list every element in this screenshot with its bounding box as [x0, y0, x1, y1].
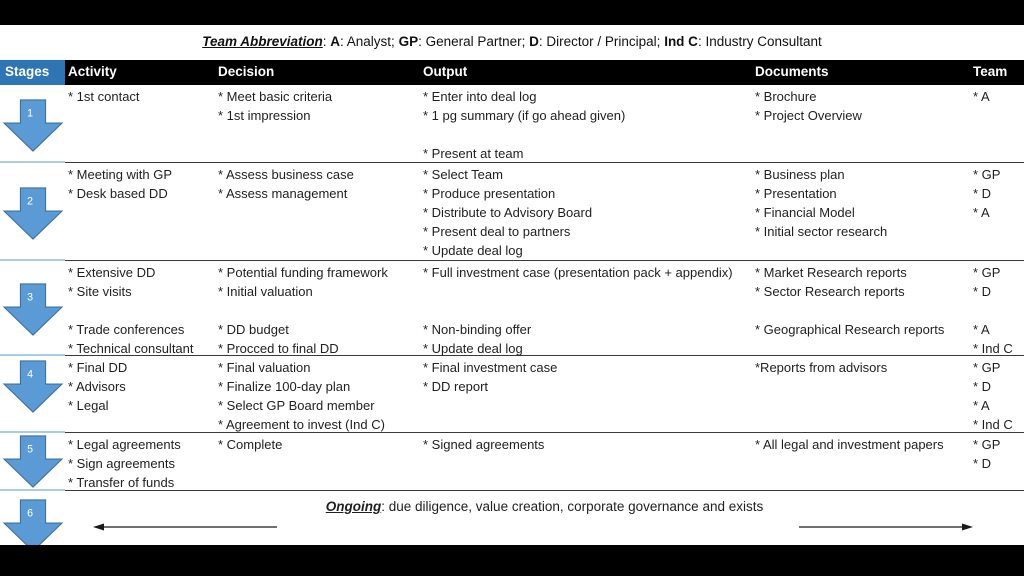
legend-text: : General Partner; [418, 34, 530, 49]
cell-line: * All legal and investment papers [755, 437, 944, 452]
header-activity: Activity [68, 64, 117, 79]
cell-line: * Procced to final DD [218, 341, 339, 356]
cell-line: * Technical consultant [68, 341, 194, 356]
activity-cell [65, 85, 215, 163]
cell-line [218, 301, 420, 320]
stage-down-arrow-icon [2, 499, 64, 545]
decision-cell [215, 85, 420, 163]
stage-down-arrow-icon [2, 435, 64, 489]
stage-number: 4 [26, 368, 33, 381]
cell-line: * Produce presentation [423, 186, 556, 201]
cell-line: * Advisors [68, 379, 126, 394]
cell-line: * GP [973, 167, 1001, 182]
legend-text: : [322, 34, 331, 49]
cell-line: * A [973, 89, 990, 104]
header-output: Output [423, 64, 468, 79]
activity-cell [65, 163, 215, 261]
cell-line [423, 125, 752, 144]
table-row-stage-2 [0, 163, 1024, 261]
output-cell [420, 261, 752, 356]
stage-number: 3 [26, 291, 33, 304]
stage-cell [0, 85, 65, 163]
cell-line: * Presentation [755, 186, 837, 201]
cell-line: * Agreement to invest (Ind C) [218, 417, 385, 432]
cell-line: * DD budget [218, 322, 289, 337]
ongoing-description: : due diligence, value creation, corporate governance and exists [381, 499, 764, 514]
cell-line: * Non-binding offer [423, 322, 532, 337]
cell-line: * GP [973, 265, 1001, 280]
cell-line: * GP [973, 437, 1001, 452]
stage-down-arrow-icon [2, 360, 64, 414]
stage-cell [0, 163, 65, 261]
cell-line [755, 301, 970, 320]
cell-line: * Sign agreements [68, 456, 175, 471]
cell-line: * Select GP Board member [218, 398, 375, 413]
cell-line: * Desk based DD [68, 186, 168, 201]
cell-line: * A [973, 398, 990, 413]
cell-line: * 1 pg summary (if go ahead given) [423, 108, 626, 123]
legend-abbr: A [330, 34, 341, 49]
cell-line: * Initial valuation [218, 284, 313, 299]
cell-line: * Assess management [218, 186, 348, 201]
team-cell [970, 85, 1024, 163]
legend-title [0, 34, 1024, 49]
cell-line: * Update deal log [423, 341, 523, 356]
cell-line: * Full investment case (presentation pack + appendix) [423, 265, 733, 280]
ongoing-term: Ongoing [325, 499, 382, 514]
cell-line: * Complete [218, 437, 283, 452]
activity-cell [65, 356, 215, 433]
cell-line: * Distribute to Advisory Board [423, 205, 593, 220]
cell-line: * D [973, 456, 992, 471]
decision-cell [215, 163, 420, 261]
cell-line: * Present deal to partners [423, 224, 571, 239]
team-cell [970, 261, 1024, 356]
cell-line: * Project Overview [755, 108, 862, 123]
cell-line: * Signed agreements [423, 437, 545, 452]
documents-cell [752, 356, 970, 433]
header-decision: Decision [218, 64, 275, 79]
header-stages: Stages [0, 60, 65, 85]
table-row-stage-3 [0, 261, 1024, 356]
cell-line: * D [973, 379, 992, 394]
cell-line: * 1st impression [218, 108, 311, 123]
cell-line [423, 282, 752, 301]
cell-line: * Business plan [755, 167, 845, 182]
cell-line: * Geographical Research reports [755, 322, 945, 337]
cell-line: * Market Research reports [755, 265, 907, 280]
cell-line: * Legal [68, 398, 109, 413]
legend-abbr: GP [398, 34, 419, 49]
team-cell [970, 356, 1024, 433]
cell-line: * Meet basic criteria [218, 89, 333, 104]
cell-line: * Enter into deal log [423, 89, 537, 104]
activity-cell [65, 433, 215, 491]
cell-line: * A [973, 205, 990, 220]
legend-text: : Director / Principal; [538, 34, 665, 49]
cell-line: * Legal agreements [68, 437, 181, 452]
table-row-stage-6-ongoing [0, 491, 1024, 543]
ongoing-label [65, 499, 1024, 514]
slide [0, 25, 1024, 545]
stage-number: 1 [26, 107, 33, 120]
stage-down-arrow-icon [2, 187, 64, 241]
stage-number: 5 [26, 443, 33, 456]
cell-line: *Reports from advisors [755, 360, 888, 375]
cell-line: * Sector Research reports [755, 284, 905, 299]
stage-cell [0, 491, 65, 543]
legend-text: : Analyst; [340, 34, 399, 49]
cell-line [68, 301, 215, 320]
cell-line: * DD report [423, 379, 489, 394]
cell-line [973, 301, 1024, 320]
documents-cell [752, 163, 970, 261]
stage-down-arrow-icon [2, 283, 64, 337]
cell-line: * Assess business case [218, 167, 354, 182]
output-cell [420, 85, 752, 163]
decision-cell [215, 433, 420, 491]
table-row-stage-5 [0, 433, 1024, 491]
legend-abbr: D [529, 34, 539, 49]
cell-line: * Brochure [755, 89, 817, 104]
cell-line: * A [973, 322, 990, 337]
documents-cell [752, 85, 970, 163]
header-band [65, 60, 1024, 85]
cell-line: * Trade conferences [68, 322, 185, 337]
cell-line: * Initial sector research [755, 224, 888, 239]
stage-cell [0, 356, 65, 433]
output-cell [420, 163, 752, 261]
cell-line [423, 301, 752, 320]
team-cell [970, 433, 1024, 491]
output-cell [420, 356, 752, 433]
left-arrow-icon [93, 522, 278, 532]
cell-line: * Finalize 100-day plan [218, 379, 351, 394]
cell-line: * D [973, 186, 992, 201]
process-table [0, 60, 1024, 543]
cell-line: * GP [973, 360, 1001, 375]
table-row-stage-1 [0, 85, 1024, 163]
cell-line: * Update deal log [423, 243, 523, 258]
header-documents: Documents [755, 64, 829, 79]
right-arrow-icon [798, 522, 973, 532]
legend-abbr: Ind C [664, 34, 698, 49]
activity-cell [65, 261, 215, 356]
cell-line: * Transfer of funds [68, 475, 175, 490]
stage-number: 2 [26, 195, 33, 208]
stage-cell [0, 261, 65, 356]
team-cell [970, 163, 1024, 261]
table-row-stage-4 [0, 356, 1024, 433]
cell-line: * Potential funding framework [218, 265, 388, 280]
cell-line: * D [973, 284, 992, 299]
cell-line: * Site visits [68, 284, 132, 299]
cell-line: * Ind C [973, 417, 1013, 432]
header-team: Team [973, 64, 1008, 79]
stage-number: 6 [26, 507, 33, 520]
stage-down-arrow-icon [2, 99, 64, 153]
cell-line: * Final valuation [218, 360, 311, 375]
output-cell [420, 433, 752, 491]
table-header-row [0, 60, 1024, 85]
stage-cell [0, 433, 65, 491]
legend-term: Team Abbreviation [202, 34, 323, 49]
cell-line: * Financial Model [755, 205, 855, 220]
cell-line: * Final DD [68, 360, 128, 375]
decision-cell [215, 261, 420, 356]
documents-cell [752, 261, 970, 356]
cell-line: * Present at team [423, 146, 524, 161]
legend-text: : Industry Consultant [697, 34, 822, 49]
ongoing-banner [65, 491, 1024, 543]
documents-cell [752, 433, 970, 491]
cell-line: * Final investment case [423, 360, 558, 375]
decision-cell [215, 356, 420, 433]
cell-line: * Extensive DD [68, 265, 156, 280]
cell-line: * Ind C [973, 341, 1013, 356]
cell-line: * Select Team [423, 167, 503, 182]
cell-line: * Meeting with GP [68, 167, 173, 182]
cell-line: * 1st contact [68, 89, 140, 104]
